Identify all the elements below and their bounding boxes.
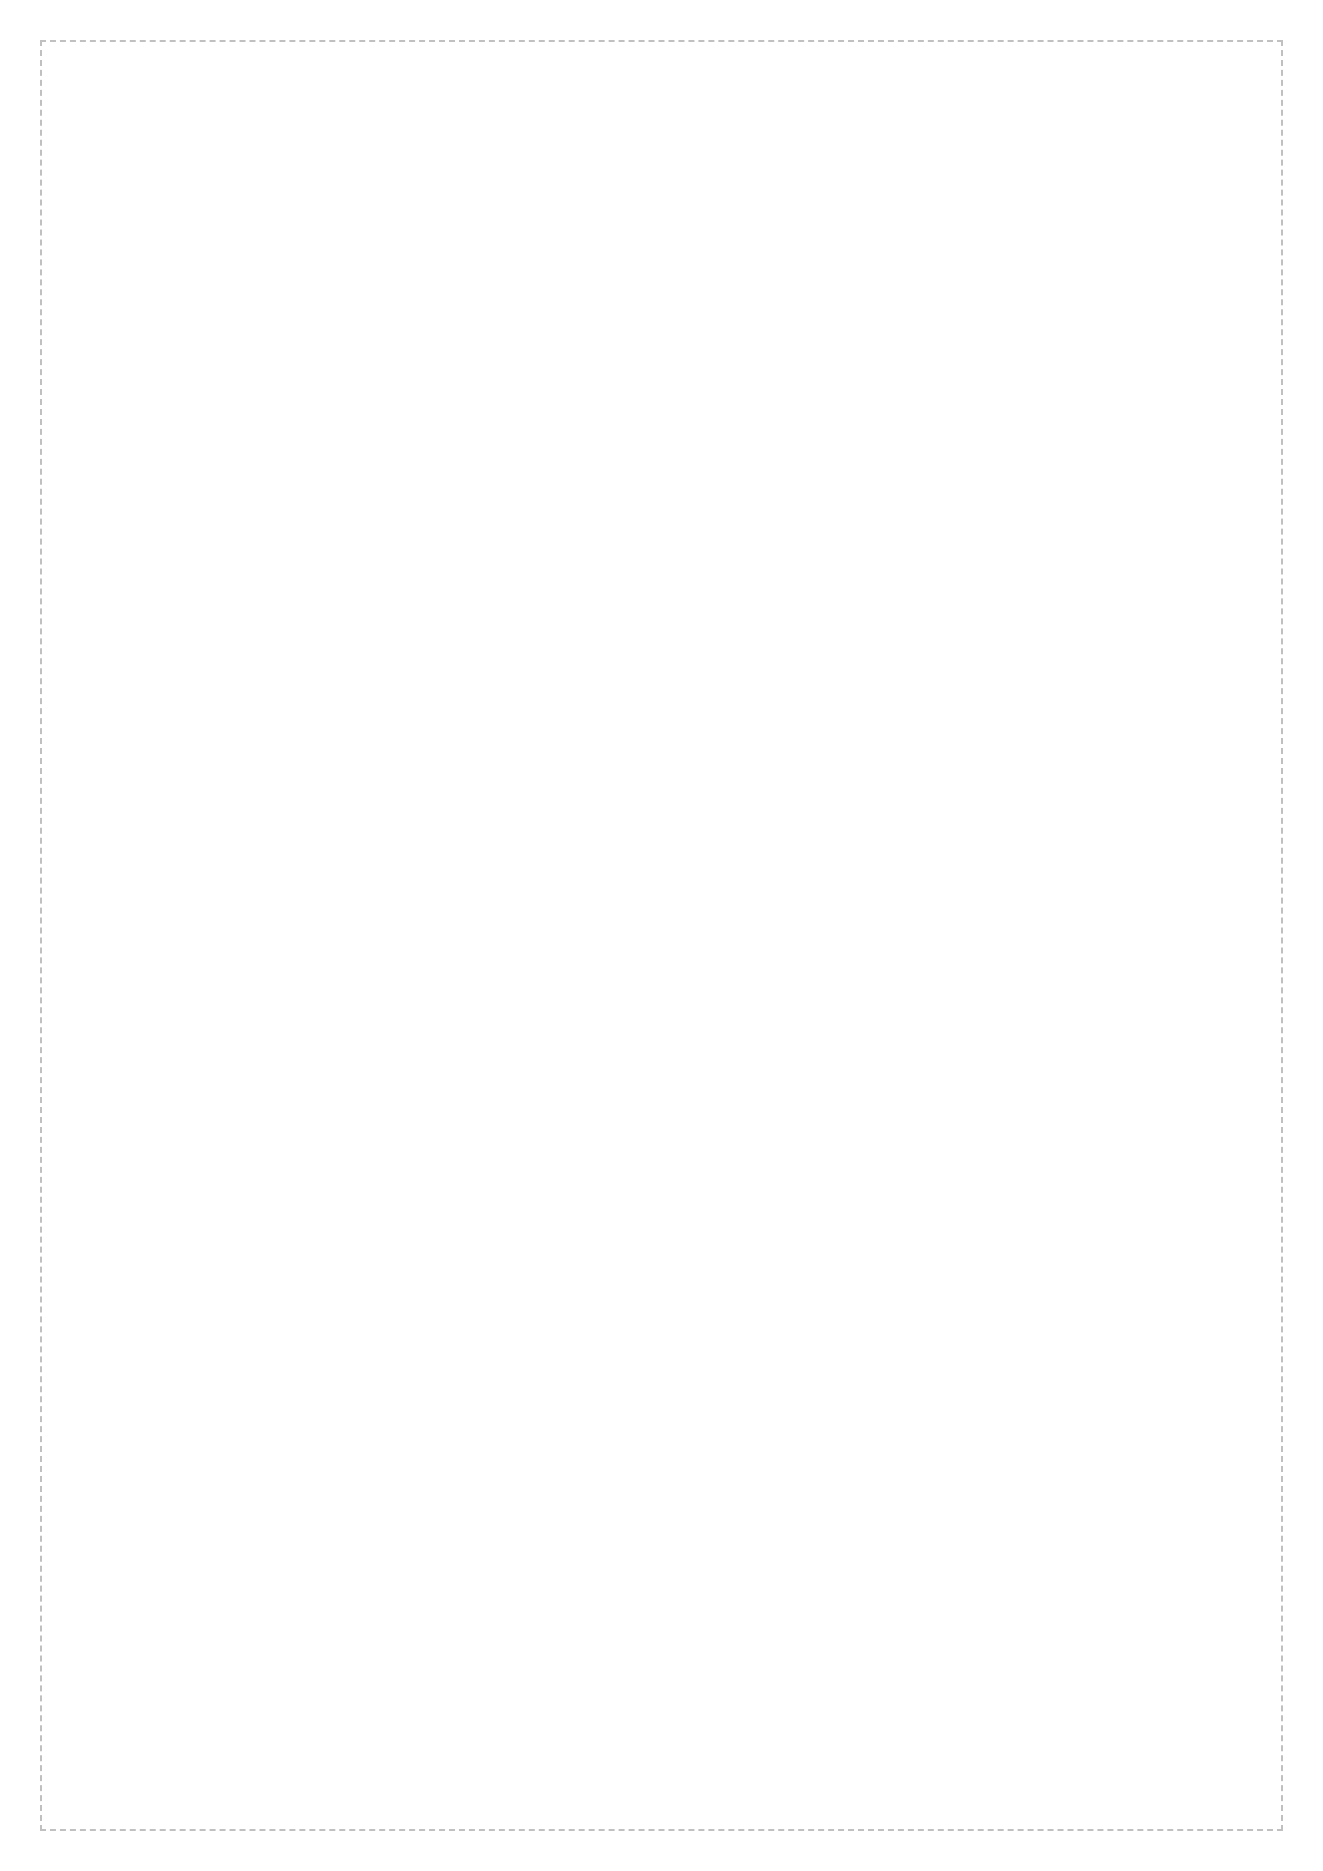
missing-screenshot-placeholder — [40, 40, 1283, 1831]
